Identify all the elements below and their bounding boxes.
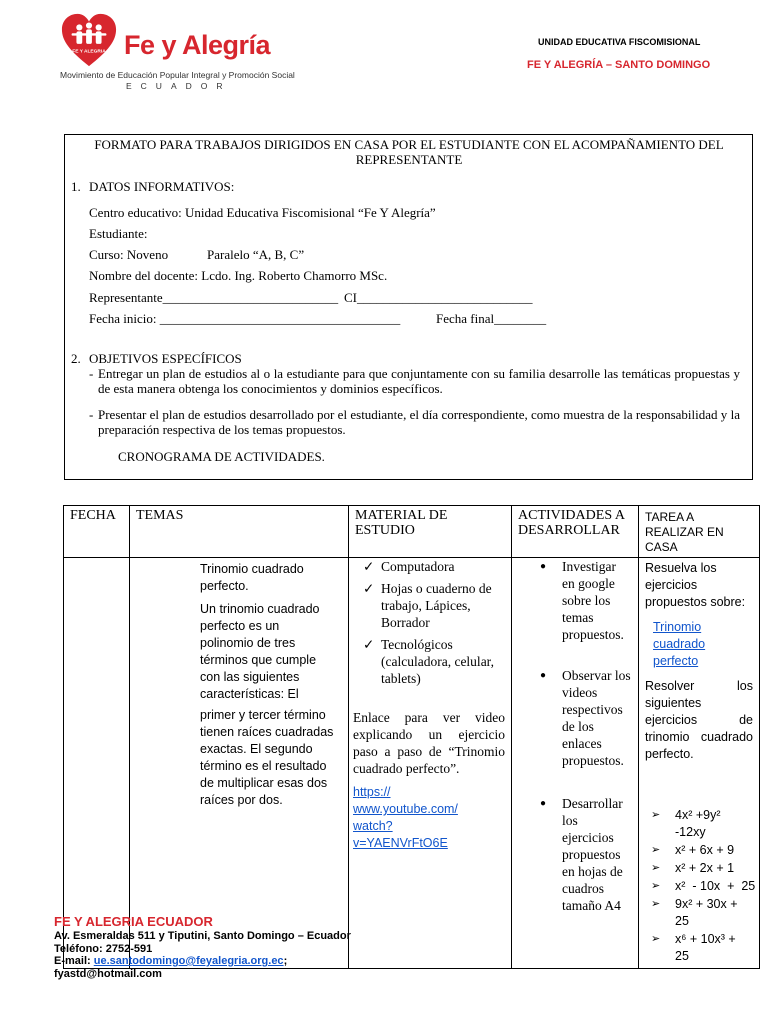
exercise-item: ➢ 9x² + 30x + 25 [651,897,738,928]
header-actividades: ACTIVIDADES A DESARROLLAR [512,506,639,558]
footer-org: FE Y ALEGRIA ECUADOR [54,914,213,929]
centro-educativo: Centro educativo: Unidad Educativa Fiscomisional “Fe Y Alegría” [89,205,436,220]
header-temas: TEMAS [130,506,349,558]
activities-list [516,558,632,914]
table-header-row [64,506,760,558]
temas-title: Trinomio cuadrado perfecto. [200,562,304,593]
section1-title: DATOS INFORMATIVOS: [89,179,235,194]
footer-email-sep: ; [283,955,288,967]
activity-item: ● Desarrollar los ejercicios propuestos en hojas de cuadros tamaño A4 [540,796,623,913]
footer-email2: fyastd@hotmail.com [54,968,162,980]
exercise-item: ➢ 4x² +9y² -12xy [651,808,721,839]
form-title: FORMATO PARA TRABAJOS DIRIGIDOS EN CASA POR EL ESTUDIANTE CON EL ACOMPAÑAMIENTO DEL REPRESENTANTE [94,137,724,167]
activity-item: ● Observar los videos respectivos de los enlaces propuestos. [540,668,631,768]
exercise-item: ➢ x² - 10x + 25 [651,879,756,893]
arrow-icon: ➢ [651,898,661,910]
exercise-item: ➢ x² + 2x + 1 [651,861,735,875]
footer-address: Av. Esmeraldas 511 y Tiputini, Santo Domingo – Ecuador [54,930,351,942]
bullet-icon: ● [540,798,547,809]
objective-item: Presentar el plan de estudios desarrollado por el estudiante, el día correspondiente, como muestra de la responsabilidad y la preparación respectiva de los temas propuestos. [98,407,740,437]
activity-item: ● Investigar en google sobre los temas propuestos. [540,559,624,642]
section1-number: 1. [71,179,81,194]
paralelo-field: Paralelo “A, B, C” [207,247,305,262]
material-item: ✓ Tecnológicos (calculadora, celular, tablets) [363,637,495,686]
brand-name: Fe y Alegría [124,30,271,60]
temas-link: Un trinomio cuadrado perfecto [200,602,320,633]
tarea-link[interactable]: Trinomio cuadrado perfecto [653,620,706,668]
ci-field: CI___________________________ [344,290,533,305]
footer-email-label: E-mail: [54,955,94,967]
school-location: FE Y ALEGRÍA – SANTO DOMINGO [527,59,711,71]
footer-email-link[interactable]: ue.santodomingo@feyalegria.org.ec [93,955,284,967]
cell-temas [130,558,349,969]
arrow-icon: ➢ [651,933,661,945]
header-material: MATERIAL DE ESTUDIO [349,506,512,558]
arrow-icon: ➢ [651,880,661,892]
brand-tagline: Movimiento de Educación Popular Integral y Promoción Social [60,70,295,80]
estudiante-field: Estudiante: [89,226,148,241]
cell-material [349,558,512,969]
bullet-icon: ● [540,670,547,681]
check-icon: ✓ [363,637,375,652]
check-icon: ✓ [363,581,375,596]
curso-field: Curso: Noveno [89,247,169,262]
fecha-final-field: Fecha final________ [436,311,547,326]
objective-dash: - [89,366,94,381]
video-link[interactable]: https:// www.youtube.com/ watch?v=YAENVrFtO6E [353,785,458,850]
brand-country: ECUADOR [126,81,232,91]
cell-fecha [64,558,130,969]
objective-item: Entregar un plan de estudios al o la estudiante para que conjuntamente con su familia desarrolle las temáticas propuestas y de esta manera obtenga los conocimientos y dominios específicos. [98,366,740,396]
check-icon: ✓ [363,559,375,574]
header-fecha: FECHA [64,506,130,558]
table-row [64,558,760,969]
activities-table [63,505,760,969]
logo-text: FE Y ALEGRIA [72,49,106,55]
footer-phone: Teléfono: 2752-591 [54,943,153,955]
section2-title: OBJETIVOS ESPECÍFICOS [89,351,242,366]
arrow-icon: ➢ [651,862,661,874]
docente-field: Nombre del docente: Lcdo. Ing. Roberto Chamorro MSc. [89,268,388,283]
temas-paragraph-rest: es un polinomio de tres términos que cumple con las siguientes características: El [200,619,317,701]
cell-actividades [512,558,639,969]
school-name: UNIDAD EDUCATIVA FISCOMISIONAL [538,37,701,47]
arrow-icon: ➢ [651,844,661,856]
logo-heart-icon [60,12,118,70]
tarea-intro: Resuelva los ejercicios propuestos sobre: [645,561,746,609]
header-tarea: TAREA A REALIZAR EN CASA [639,506,760,558]
exercise-item: ➢ x⁶ + 10x³ + 25 [651,932,736,963]
temas-paragraph-1 [200,601,336,703]
section2-number: 2. [71,351,81,366]
exercise-item: ➢ x² + 6x + 9 [651,843,735,857]
enlace-text: Enlace para ver video explicando un ejercicio paso a paso de “Trinomio cuadrado perfecto”. [353,710,505,776]
material-item: ✓ Computadora [363,559,455,574]
cronograma-title: CRONOGRAMA DE ACTIVIDADES. [118,449,325,464]
bullet-icon: ● [540,561,547,572]
footer-email-line [54,955,287,967]
objective-dash: - [89,407,94,422]
arrow-icon: ➢ [651,809,661,821]
tarea-resolver: Resolver los siguientes ejercicios de trinomio cuadrado perfecto. [645,679,753,761]
fecha-inicio-field: Fecha inicio: _____________________________________ [89,311,401,326]
cell-tarea [639,558,760,969]
materials-list [353,558,505,687]
temas-paragraph-2: primer y tercer término tienen raíces cuadradas exactas. El segundo término es el resultado de multiplicar esas dos raíces por dos. [200,708,334,807]
exercises-list [645,807,756,965]
representante-field: Representante___________________________ [89,290,339,305]
material-item: ✓ Hojas o cuaderno de trabajo, Lápices, Borrador [363,581,492,630]
